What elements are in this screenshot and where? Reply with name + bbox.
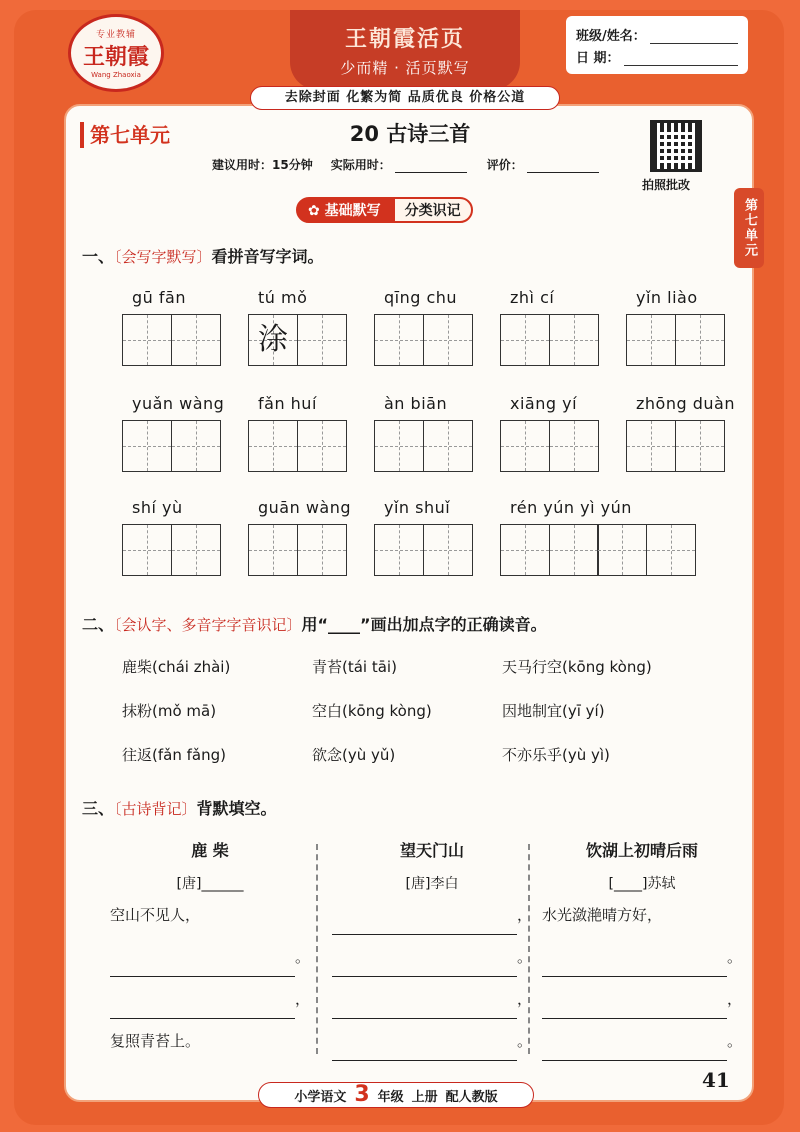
tianzige-box[interactable] xyxy=(297,314,347,366)
tianzige-box[interactable] xyxy=(248,524,298,576)
publisher-logo xyxy=(68,14,164,92)
poem-line xyxy=(332,979,532,1019)
section-2-number: 二、 xyxy=(82,615,115,634)
lesson-title: 20 古诗三首 xyxy=(349,122,471,146)
tianzige-box[interactable] xyxy=(122,420,172,472)
tianzige-box[interactable] xyxy=(646,524,696,576)
tianzige-box[interactable] xyxy=(297,524,347,576)
character-boxes xyxy=(248,314,345,366)
poem-line-text: 空山不见人， xyxy=(110,906,201,924)
pinyin-item xyxy=(374,394,471,472)
tianzige-box[interactable] xyxy=(171,420,221,472)
section-2-category: 〔会认字、多音字字音识记〕 xyxy=(114,616,302,634)
tianzige-box[interactable] xyxy=(500,420,550,472)
poem-blank[interactable] xyxy=(110,991,295,1019)
poem-line xyxy=(332,937,532,977)
section-2-heading xyxy=(82,612,547,635)
tianzige-box[interactable] xyxy=(549,420,599,472)
poem-line xyxy=(110,1021,310,1061)
poem-author: [____]苏轼 xyxy=(608,876,676,892)
tianzige-box[interactable] xyxy=(549,524,599,576)
poem-blank[interactable] xyxy=(542,949,727,977)
character-boxes xyxy=(626,314,723,366)
poem-line xyxy=(110,895,310,935)
tianzige-box[interactable] xyxy=(626,420,676,472)
reading-item[interactable]: 抹粉(mǒ mā) xyxy=(122,702,217,720)
reading-item[interactable]: 青苔(tái tāi) xyxy=(312,658,397,676)
poem-line-text: 。 xyxy=(294,948,310,966)
reading-item[interactable]: 不亦乐乎(yù yì) xyxy=(502,746,610,764)
pinyin-text: guān wàng xyxy=(258,498,352,517)
tianzige-box[interactable] xyxy=(626,314,676,366)
poem-line xyxy=(542,895,742,935)
poem-line-text: ， xyxy=(726,990,742,1008)
section-3-category: 〔古诗背记〕 xyxy=(114,800,197,818)
class-name-field[interactable] xyxy=(650,32,738,44)
pinyin-text: yǐn shuǐ xyxy=(384,498,451,517)
tianzige-box[interactable] xyxy=(423,314,473,366)
pinyin-item xyxy=(248,498,351,576)
slogan-bar: 去除封面 化繁为简 品质优良 价格公道 xyxy=(250,86,560,110)
logo-main-text: 王朝霞 xyxy=(82,44,149,70)
section-1-heading xyxy=(82,244,324,267)
poem-line-text: 。 xyxy=(726,948,742,966)
tag-classification: 分类识记 xyxy=(393,197,473,223)
pinyin-text: yǐn liào xyxy=(636,288,698,307)
section-3-heading xyxy=(82,796,277,819)
flower-icon: ✿ xyxy=(308,203,325,219)
poem-blank[interactable] xyxy=(110,949,295,977)
poem-line xyxy=(542,1021,742,1061)
pinyin-text: zhōng duàn xyxy=(636,394,735,413)
tianzige-box[interactable] xyxy=(675,314,725,366)
tianzige-box[interactable] xyxy=(423,524,473,576)
poem-line-text: 。 xyxy=(516,1032,532,1050)
poem-line-text: 。 xyxy=(726,1032,742,1050)
reading-item[interactable]: 欲念(yù yǔ) xyxy=(312,746,396,764)
section-3-instruction: 背默填空。 xyxy=(196,799,277,818)
character-boxes xyxy=(122,314,219,366)
poem-line xyxy=(110,937,310,977)
tianzige-box[interactable] xyxy=(171,314,221,366)
pinyin-item xyxy=(374,288,471,366)
poem-line-text: 复照青苔上。 xyxy=(110,1032,201,1050)
poem-line-text: ， xyxy=(294,990,310,1008)
character-boxes xyxy=(374,314,471,366)
section-2-instruction: 用“____”画出加点字的正确读音。 xyxy=(301,615,547,634)
pinyin-text: gū fān xyxy=(132,288,186,307)
section-1-category: 〔会写字默写〕 xyxy=(114,248,212,266)
box-character: 涂 xyxy=(258,322,288,357)
poem-column xyxy=(542,838,742,1061)
pinyin-item xyxy=(500,394,597,472)
poem-title: 饮湖上初晴后雨 xyxy=(585,841,698,860)
tianzige-box[interactable] xyxy=(500,314,550,366)
poem-line xyxy=(542,937,742,977)
character-boxes xyxy=(248,420,345,472)
pinyin-text: rén yún yì yún xyxy=(510,498,632,517)
poem-title: 鹿 柴 xyxy=(191,841,229,860)
tianzige-box[interactable] xyxy=(122,524,172,576)
character-boxes xyxy=(122,420,224,472)
section-3-number: 三、 xyxy=(82,799,115,818)
actual-time-label: 实际用时： xyxy=(330,158,391,172)
footer-bar xyxy=(258,1082,534,1108)
poem-blank[interactable] xyxy=(332,949,517,977)
reading-item[interactable]: 因地制宜(yī yí) xyxy=(502,702,605,720)
poem-line xyxy=(332,1021,532,1061)
footer-grade-label: 年级 xyxy=(377,1089,404,1105)
date-label: 日 期： xyxy=(576,51,620,66)
pinyin-item xyxy=(122,394,224,472)
tag-basic-dictation xyxy=(296,197,393,223)
time-row xyxy=(212,156,619,173)
tianzige-box[interactable] xyxy=(549,314,599,366)
character-boxes xyxy=(500,420,597,472)
poem-divider xyxy=(316,844,318,1054)
logo-top-text: 专业教辅 xyxy=(95,30,136,40)
page-number: 41 xyxy=(702,1068,730,1092)
brand-banner xyxy=(290,10,520,90)
qr-code-icon[interactable] xyxy=(650,120,702,172)
evaluation-label: 评价： xyxy=(486,158,523,172)
poem-columns xyxy=(110,838,742,1068)
class-name-row xyxy=(576,22,738,44)
pinyin-text: shí yù xyxy=(132,498,183,517)
evaluation-field[interactable] xyxy=(527,161,599,173)
pinyin-item xyxy=(248,288,345,366)
footer-grade-number: 3 xyxy=(354,1082,370,1107)
pinyin-text: àn biān xyxy=(384,394,448,413)
poem-line-text: 。 xyxy=(516,948,532,966)
logo-sub-text: Wang Zhaoxia xyxy=(91,71,141,79)
pinyin-text: fǎn huí xyxy=(258,394,317,413)
character-boxes xyxy=(122,524,219,576)
brand-tagline: 少而精 · 活页默写 xyxy=(340,59,470,77)
tianzige-box[interactable] xyxy=(374,314,424,366)
tianzige-box[interactable] xyxy=(122,314,172,366)
pinyin-text: tú mǒ xyxy=(258,288,308,307)
footer-subject: 小学语文 xyxy=(294,1089,347,1105)
poem-line xyxy=(110,979,310,1019)
poem-line-text: ， xyxy=(516,990,532,1008)
pinyin-text: yuǎn wàng xyxy=(132,394,225,413)
suggested-time: 建议用时：15分钟 xyxy=(212,158,313,172)
pinyin-item xyxy=(374,498,471,576)
brand-name: 王朝霞活页 xyxy=(344,26,465,52)
character-boxes xyxy=(374,420,471,472)
pinyin-item xyxy=(248,394,345,472)
character-boxes xyxy=(500,314,597,366)
pinyin-item xyxy=(122,288,219,366)
poem-line-text: 水光潋滟晴方好， xyxy=(542,906,663,924)
character-boxes xyxy=(626,420,735,472)
poem-column xyxy=(332,838,532,1061)
character-boxes xyxy=(248,524,351,576)
pinyin-item xyxy=(626,288,723,366)
unit-side-tab: 第七单元 xyxy=(734,188,764,268)
reading-item[interactable]: 空白(kōng kòng) xyxy=(312,702,432,720)
poem-column xyxy=(110,838,310,1061)
poem-blank[interactable] xyxy=(542,991,727,1019)
qr-caption: 拍照批改 xyxy=(642,178,691,192)
tianzige-box[interactable] xyxy=(597,524,647,576)
poem-blank[interactable] xyxy=(332,907,517,935)
reading-item[interactable]: 往返(fǎn fǎng) xyxy=(122,746,226,764)
tianzige-box[interactable] xyxy=(171,524,221,576)
tianzige-box[interactable] xyxy=(500,524,550,576)
date-row xyxy=(576,44,738,66)
tag-primary-label: 基础默写 xyxy=(324,203,381,219)
footer-edition: 配人教版 xyxy=(445,1089,498,1105)
class-name-label: 班级/姓名： xyxy=(576,29,646,44)
exercise-tags xyxy=(296,197,473,223)
section-1-number: 一、 xyxy=(82,247,115,266)
pinyin-item xyxy=(500,288,597,366)
tianzige-box[interactable] xyxy=(248,420,298,472)
poem-blank[interactable] xyxy=(332,991,517,1019)
pinyin-item xyxy=(626,394,735,472)
pinyin-text: xiāng yí xyxy=(510,394,578,413)
tianzige-box[interactable] xyxy=(248,314,298,366)
tianzige-box[interactable] xyxy=(423,420,473,472)
poem-blank[interactable] xyxy=(542,1033,727,1061)
actual-time-field[interactable] xyxy=(395,161,467,173)
character-boxes xyxy=(500,524,694,576)
poem-line-text: ， xyxy=(516,906,532,924)
student-info-box xyxy=(566,16,748,74)
date-field[interactable] xyxy=(624,54,738,66)
footer-term: 上册 xyxy=(411,1089,438,1105)
poem-blank[interactable] xyxy=(332,1033,517,1061)
poem-author: [唐]李白 xyxy=(405,876,459,892)
character-boxes xyxy=(374,524,471,576)
poem-line xyxy=(332,895,532,935)
pinyin-text: zhì cí xyxy=(510,288,555,307)
pinyin-item xyxy=(500,498,694,576)
tianzige-box[interactable] xyxy=(374,420,424,472)
pinyin-item xyxy=(122,498,219,576)
poem-title: 望天门山 xyxy=(399,841,464,860)
section-1-instruction: 看拼音写字词。 xyxy=(211,247,324,266)
tianzige-box[interactable] xyxy=(675,420,725,472)
poem-author: [唐]______ xyxy=(176,876,244,892)
pinyin-text: qīng chu xyxy=(384,288,458,307)
poem-line xyxy=(542,979,742,1019)
reading-item[interactable]: 天马行空(kōng kòng) xyxy=(502,658,652,676)
tianzige-box[interactable] xyxy=(297,420,347,472)
unit-label: 第七单元 xyxy=(80,122,170,148)
reading-item[interactable]: 鹿柴(chái zhài) xyxy=(122,658,231,676)
tianzige-box[interactable] xyxy=(374,524,424,576)
